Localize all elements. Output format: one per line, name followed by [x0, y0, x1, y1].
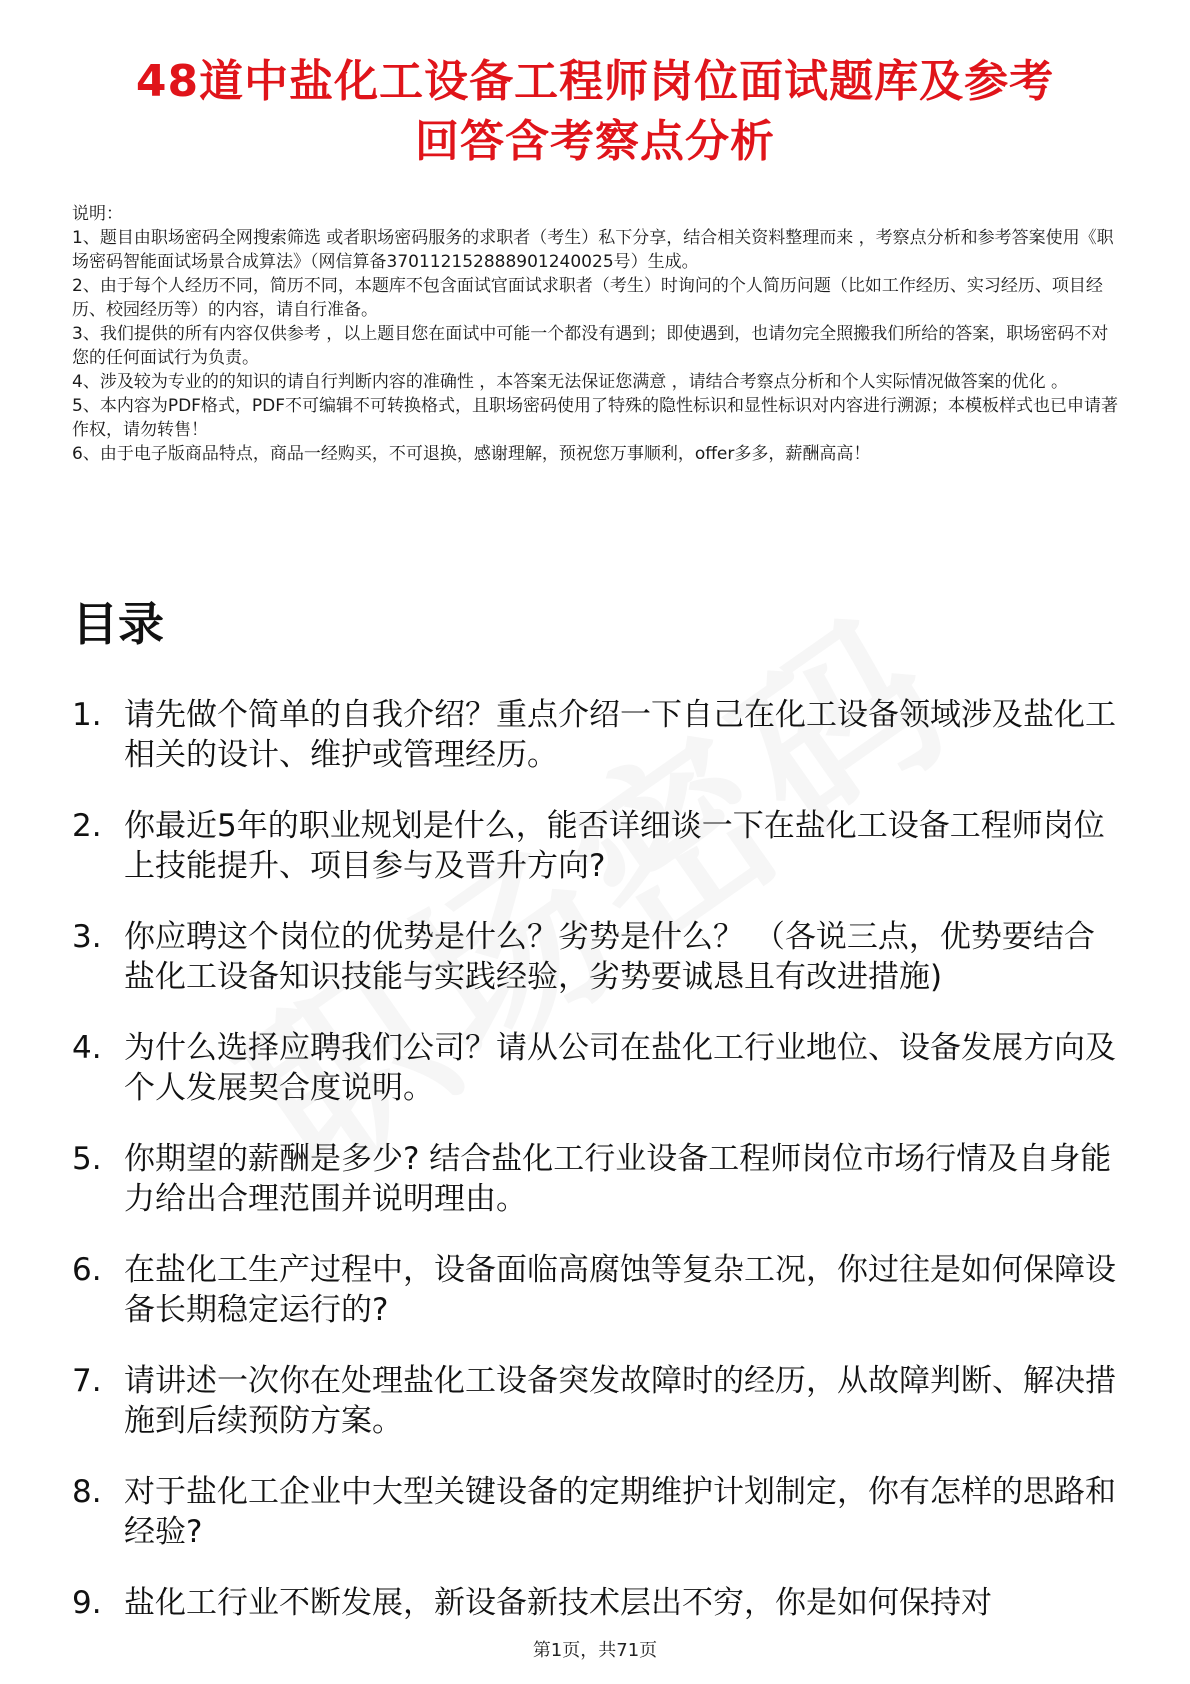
note-item: 6、由于电子版商品特点，商品一经购买，不可退换，感谢理解，预祝您万事顺利，offer多多，薪酬高高！	[72, 444, 871, 464]
toc-item[interactable]	[72, 1583, 1122, 1623]
toc-item-number: 8.	[72, 1474, 102, 1510]
toc-item-text: 对于盐化工企业中大型关键设备的定期维护计划制定，你有怎样的思路和经验?	[124, 1474, 1116, 1550]
toc-item[interactable]	[72, 917, 1122, 997]
note-item: 1、题目由职场密码全网搜索筛选 或者职场密码服务的求职者（考生）私下分享，结合相关资料整理而来 ，考察点分析和参考答案使用《职场密码智能面试场景合成算法》（网信算备370112152888901240025号）生成。	[72, 228, 1114, 272]
note-item: 2、由于每个人经历不同，简历不同，本题库不包含面试官面试求职者（考生）时询问的个人简历问题（比如工作经历、实习经历、项目经历、校园经历等）的内容，请自行准备。	[72, 276, 1103, 320]
toc-item[interactable]	[72, 1361, 1122, 1441]
toc-item[interactable]	[72, 1472, 1122, 1552]
toc-item-text: 你最近5年的职业规划是什么，能否详细谈一下在盐化工设备工程师岗位上技能提升、项目参与及晋升方向?	[124, 808, 1105, 884]
notes-section	[72, 202, 1122, 466]
document-title	[60, 52, 1130, 172]
toc-item-text: 盐化工行业不断发展，新设备新技术层出不穷，你是如何保持对	[124, 1585, 992, 1621]
toc-item[interactable]	[72, 1139, 1122, 1219]
toc-item-number: 2.	[72, 808, 102, 844]
toc-item[interactable]	[72, 806, 1122, 886]
toc-item-text: 请讲述一次你在处理盐化工设备突发故障时的经历，从故障判断、解决措施到后续预防方案。	[124, 1363, 1116, 1439]
note-item: 5、本内容为PDF格式，PDF不可编辑不可转换格式，且职场密码使用了特殊的隐性标识和显性标识对内容进行溯源；本模板样式也已申请著作权，请勿转售！	[72, 396, 1119, 440]
toc-item-number: 9.	[72, 1585, 102, 1621]
title-line-1: 48道中盐化工设备工程师岗位面试题库及参考	[135, 56, 1055, 107]
toc-item[interactable]	[72, 1250, 1122, 1330]
note-item: 4、涉及较为专业的的知识的请自行判断内容的准确性 ，本答案无法保证您满意 ，请结合考察点分析和个人实际情况做答案的优化 。	[72, 372, 1069, 392]
toc-item-text: 为什么选择应聘我们公司？请从公司在盐化工行业地位、设备发展方向及个人发展契合度说明。	[124, 1030, 1116, 1106]
title-line-2: 回答含考察点分析	[415, 116, 775, 167]
toc-item-text: 你期望的薪酬是多少? 结合盐化工行业设备工程师岗位市场行情及自身能力给出合理范围并说明理由。	[124, 1141, 1112, 1217]
toc-item-number: 1.	[72, 697, 102, 733]
toc-item-text: 请先做个简单的自我介绍？重点介绍一下自己在化工设备领域涉及盐化工相关的设计、维护或管理经历。	[124, 697, 1116, 773]
toc-item[interactable]	[72, 1028, 1122, 1108]
toc-heading: 目录	[72, 597, 164, 651]
toc-item-number: 3.	[72, 919, 102, 955]
toc-item-number: 6.	[72, 1252, 102, 1288]
toc-item[interactable]	[72, 695, 1122, 775]
note-item: 3、我们提供的所有内容仅供参考 ，以上题目您在面试中可能一个都没有遇到；即使遇到，也请勿完全照搬我们所给的答案，职场密码不对您的任何面试行为负责。	[72, 324, 1109, 368]
toc-item-number: 5.	[72, 1141, 102, 1177]
toc-item-text: 在盐化工生产过程中，设备面临高腐蚀等复杂工况，你过往是如何保障设备长期稳定运行的?	[124, 1252, 1116, 1328]
table-of-contents	[72, 695, 1122, 1654]
toc-item-number: 4.	[72, 1030, 102, 1066]
toc-item-text: 你应聘这个岗位的优势是什么？劣势是什么？ （各说三点，优势要结合盐化工设备知识技能与实践经验，劣势要诚恳且有改进措施)	[124, 919, 1095, 995]
notes-heading: 说明：	[72, 204, 123, 224]
toc-item-number: 7.	[72, 1363, 102, 1399]
page-footer: 第1页，共71页	[532, 1640, 658, 1661]
